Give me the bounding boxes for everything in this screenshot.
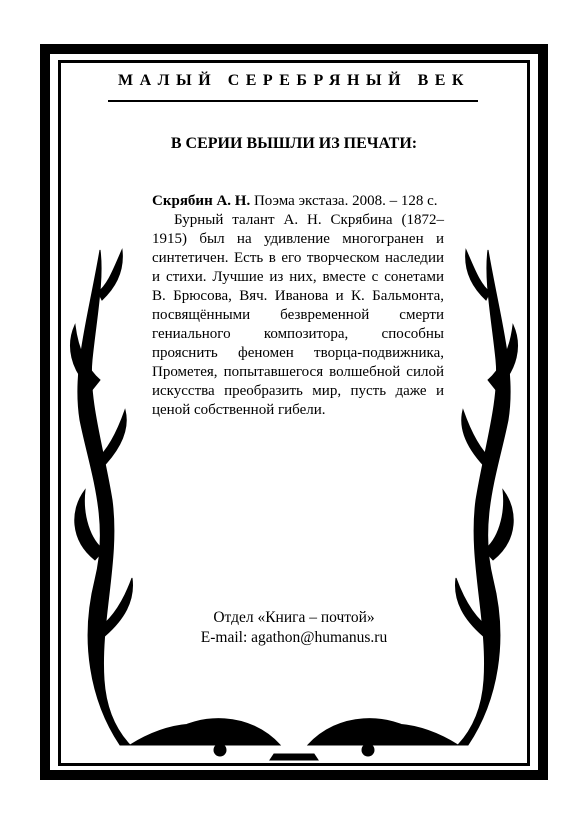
title-underline bbox=[108, 100, 478, 102]
right-vine-ornament bbox=[458, 250, 510, 745]
bottom-scroll-ornament bbox=[130, 719, 280, 745]
book-author: Скрябин А. Н. bbox=[152, 193, 251, 209]
left-vine-ornament bbox=[78, 250, 130, 745]
book-title-line: Поэма экстаза. 2008. – 128 с. bbox=[250, 193, 438, 209]
department-line: Отдел «Книга – почтой» bbox=[213, 609, 375, 626]
email-line: E-mail: agathon@humanus.ru bbox=[200, 629, 388, 646]
series-title: МАЛЫЙ СЕРЕБРЯНЫЙ ВЕК bbox=[117, 72, 471, 89]
section-heading: В СЕРИИ ВЫШЛИ ИЗ ПЕЧАТИ: bbox=[170, 135, 418, 152]
book-description: Бурный талант А. Н. Скрябина (1872–1915) был на удивление многогранен и синтетичен. Есть в его творческом наследии и стихи. Лучшие из них, вместе с сонетами В. Брюсова, Вяч. Иванова и К. Бальмонта, посвящёнными безвременной смерти гениального композитора, способны прояснить феномен творца-подвижника, Прометея, попытавшегося волшебной силой искусства преобразить мир, пусть даже и ценой собственной гибели. bbox=[152, 212, 444, 418]
book-entry bbox=[152, 192, 444, 420]
book-citation bbox=[152, 192, 444, 211]
contact-block bbox=[0, 608, 588, 648]
